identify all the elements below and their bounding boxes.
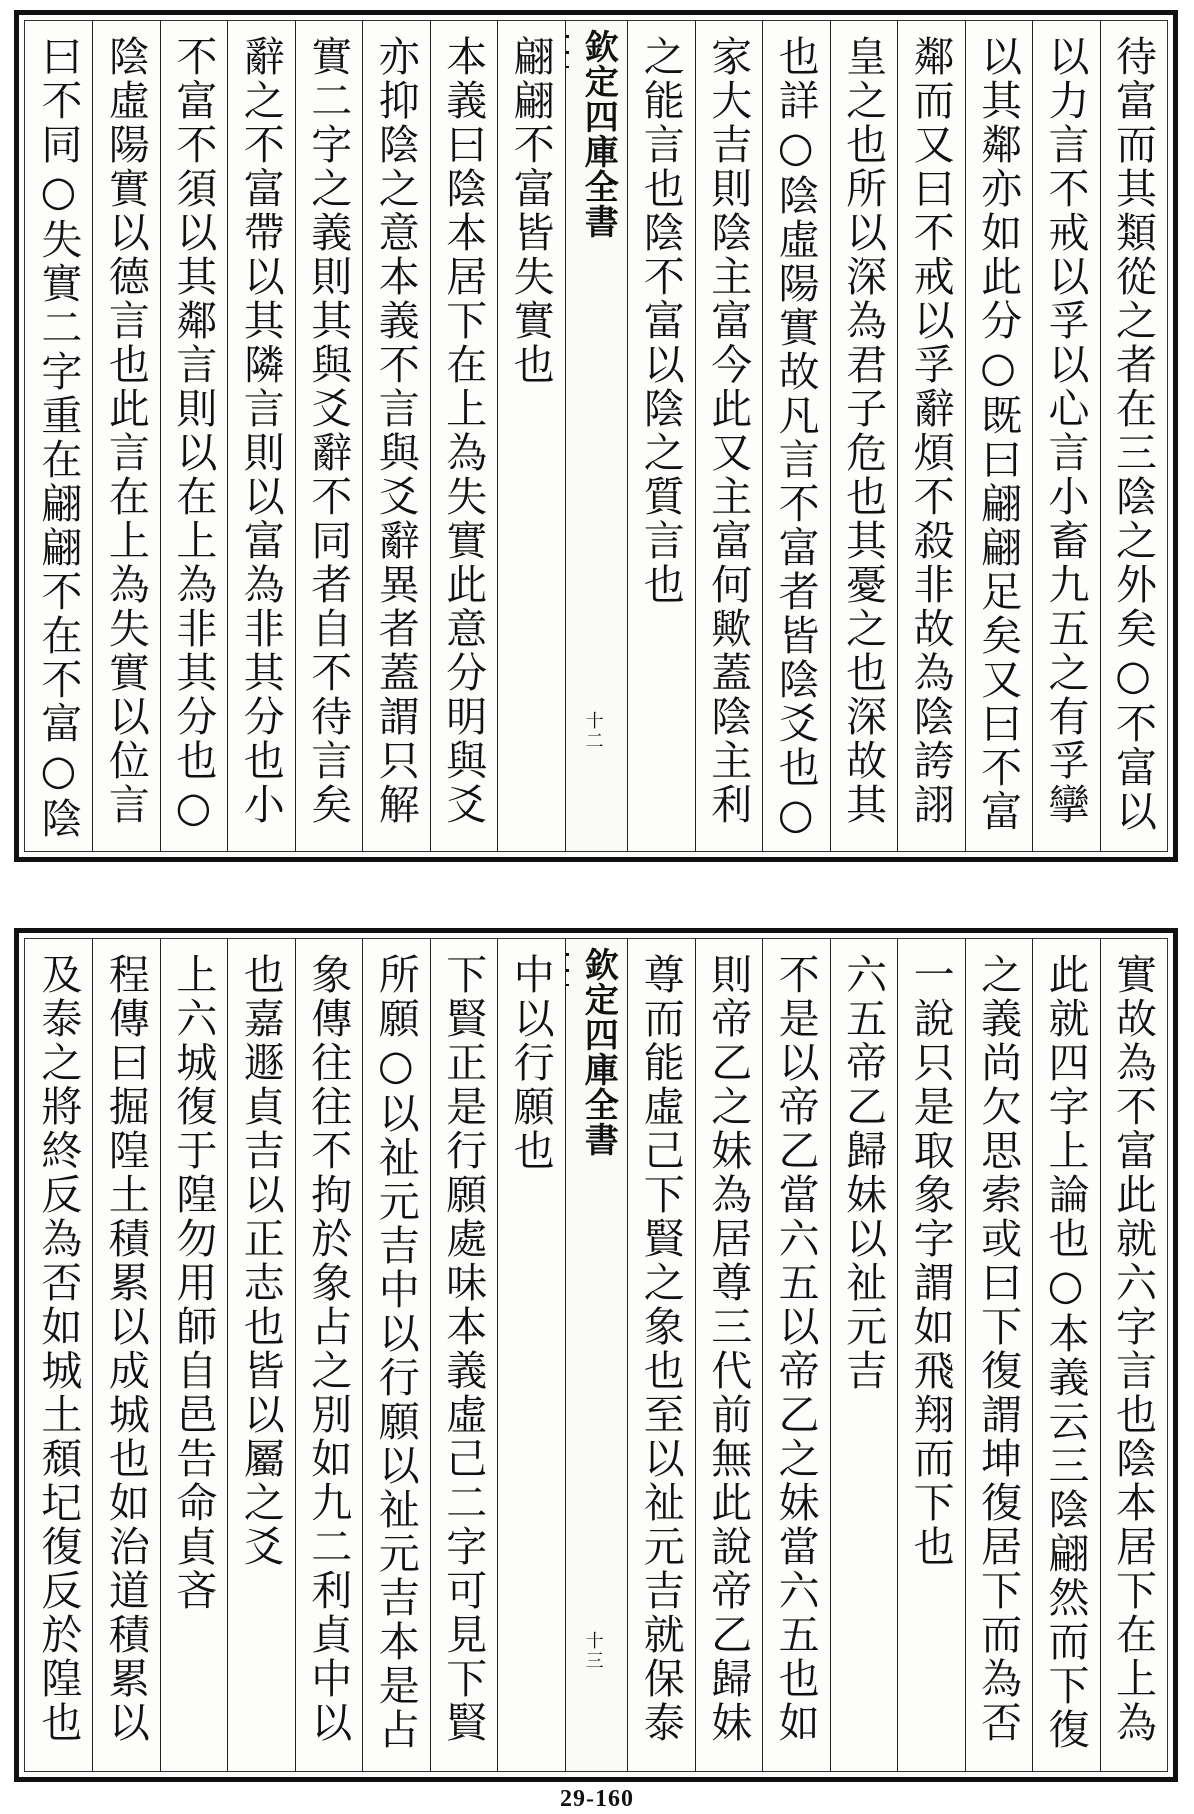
text-column: 之能言也陰不富以陰之質言也 [627, 21, 694, 851]
book-title: 欽定四庫全書 [578, 29, 619, 239]
text-column: 之義尚欠思索或曰下復謂坤復居下而為否 [965, 939, 1032, 1771]
text-column: 實故為不富此就六字言也陰本居下在上為 [1100, 939, 1167, 1771]
bottom-page-frame [24, 938, 1168, 1772]
text-column: 實二字之義則其與爻辭不同者自不待言矣 [295, 21, 362, 851]
text-column: 待富而其類從之者在三陰之外矣○不富以 [1100, 21, 1167, 851]
bottom-page-columns [25, 939, 1167, 1771]
text-column: 及泰之將終反為否如城土頹圮復反於隍也 [34, 953, 83, 1745]
center-margin [565, 939, 628, 1771]
text-column: 上六城復于隍勿用師自邑告命貞吝 [160, 939, 227, 1771]
top-page-frame [24, 20, 1168, 852]
text-column: 程傳曰掘隍土積累以成城也如治道積累以 [92, 939, 159, 1771]
center-margin [565, 21, 628, 851]
text-column: 陰虛陽實以德言也此言在上為失實以位言 [92, 21, 159, 851]
bottom-page [14, 928, 1178, 1782]
text-column: 尊而能虛己下賢之象也至以祉元吉就保泰 [627, 939, 694, 1771]
text-column: 鄰而又曰不戒以孚辭煩不殺非故為陰誇詡 [897, 21, 964, 851]
page-number: 十三 [582, 1631, 604, 1671]
text-column: 本義曰陰本居下在上為失實此意分明與爻 [430, 21, 497, 851]
folio-number: 29-160 [560, 1786, 634, 1812]
text-column: 也嘉遯貞吉以正志也皆以屬之爻 [227, 939, 294, 1771]
text-column: 所願○以祉元吉中以行願以祉元吉本是占 [362, 939, 429, 1771]
text-column: 中以行願也 [497, 939, 564, 1771]
text-column: 以力言不戒以孚以心言小畜九五之有孚攣 [1032, 21, 1099, 851]
text-column: 則帝乙之妹為居尊三代前無此說帝乙歸妹 [695, 939, 762, 1771]
text-column: 六五帝乙歸妹以祉元吉 [830, 939, 897, 1771]
text-column: 曰不同○失實二字重在翩翩不在不富○陰 [34, 35, 83, 841]
text-column: 象傳往往不拘於象占之別如九二利貞中以 [295, 939, 362, 1771]
text-column: 以其鄰亦如此分○既曰翩翩足矣又曰不富 [965, 21, 1032, 851]
text-column: 亦抑陰之意本義不言與爻辭異者蓋謂只解 [362, 21, 429, 851]
text-column: 不是以帝乙當六五以帝乙之妹當六五也如 [762, 939, 829, 1771]
text-column: 一說只是取象字謂如飛翔而下也 [897, 939, 964, 1771]
book-title: 欽定四庫全書 [578, 947, 619, 1157]
page-number: 十二 [582, 711, 604, 751]
text-column: 下賢正是行願處味本義虛己二字可見下賢 [430, 939, 497, 1771]
top-page [14, 10, 1178, 862]
text-column: 此就四字上論也○本義云三陰翩然而下復 [1032, 939, 1099, 1771]
text-column: 皇之也所以深為君子危也其憂之也深故其 [830, 21, 897, 851]
text-column: 辭之不富帶以其隣言則以富為非其分也小 [227, 21, 294, 851]
text-column: 翩翩不富皆失實也 [497, 21, 564, 851]
text-column: 家大吉則陰主富今此又主富何歟蓋陰主利 [695, 21, 762, 851]
text-column: 不富不須以其鄰言則以在上為非其分也○ [160, 21, 227, 851]
text-column: 也詳○陰虛陽實故凡言不富者皆陰爻也○ [762, 21, 829, 851]
top-page-columns [25, 21, 1167, 851]
